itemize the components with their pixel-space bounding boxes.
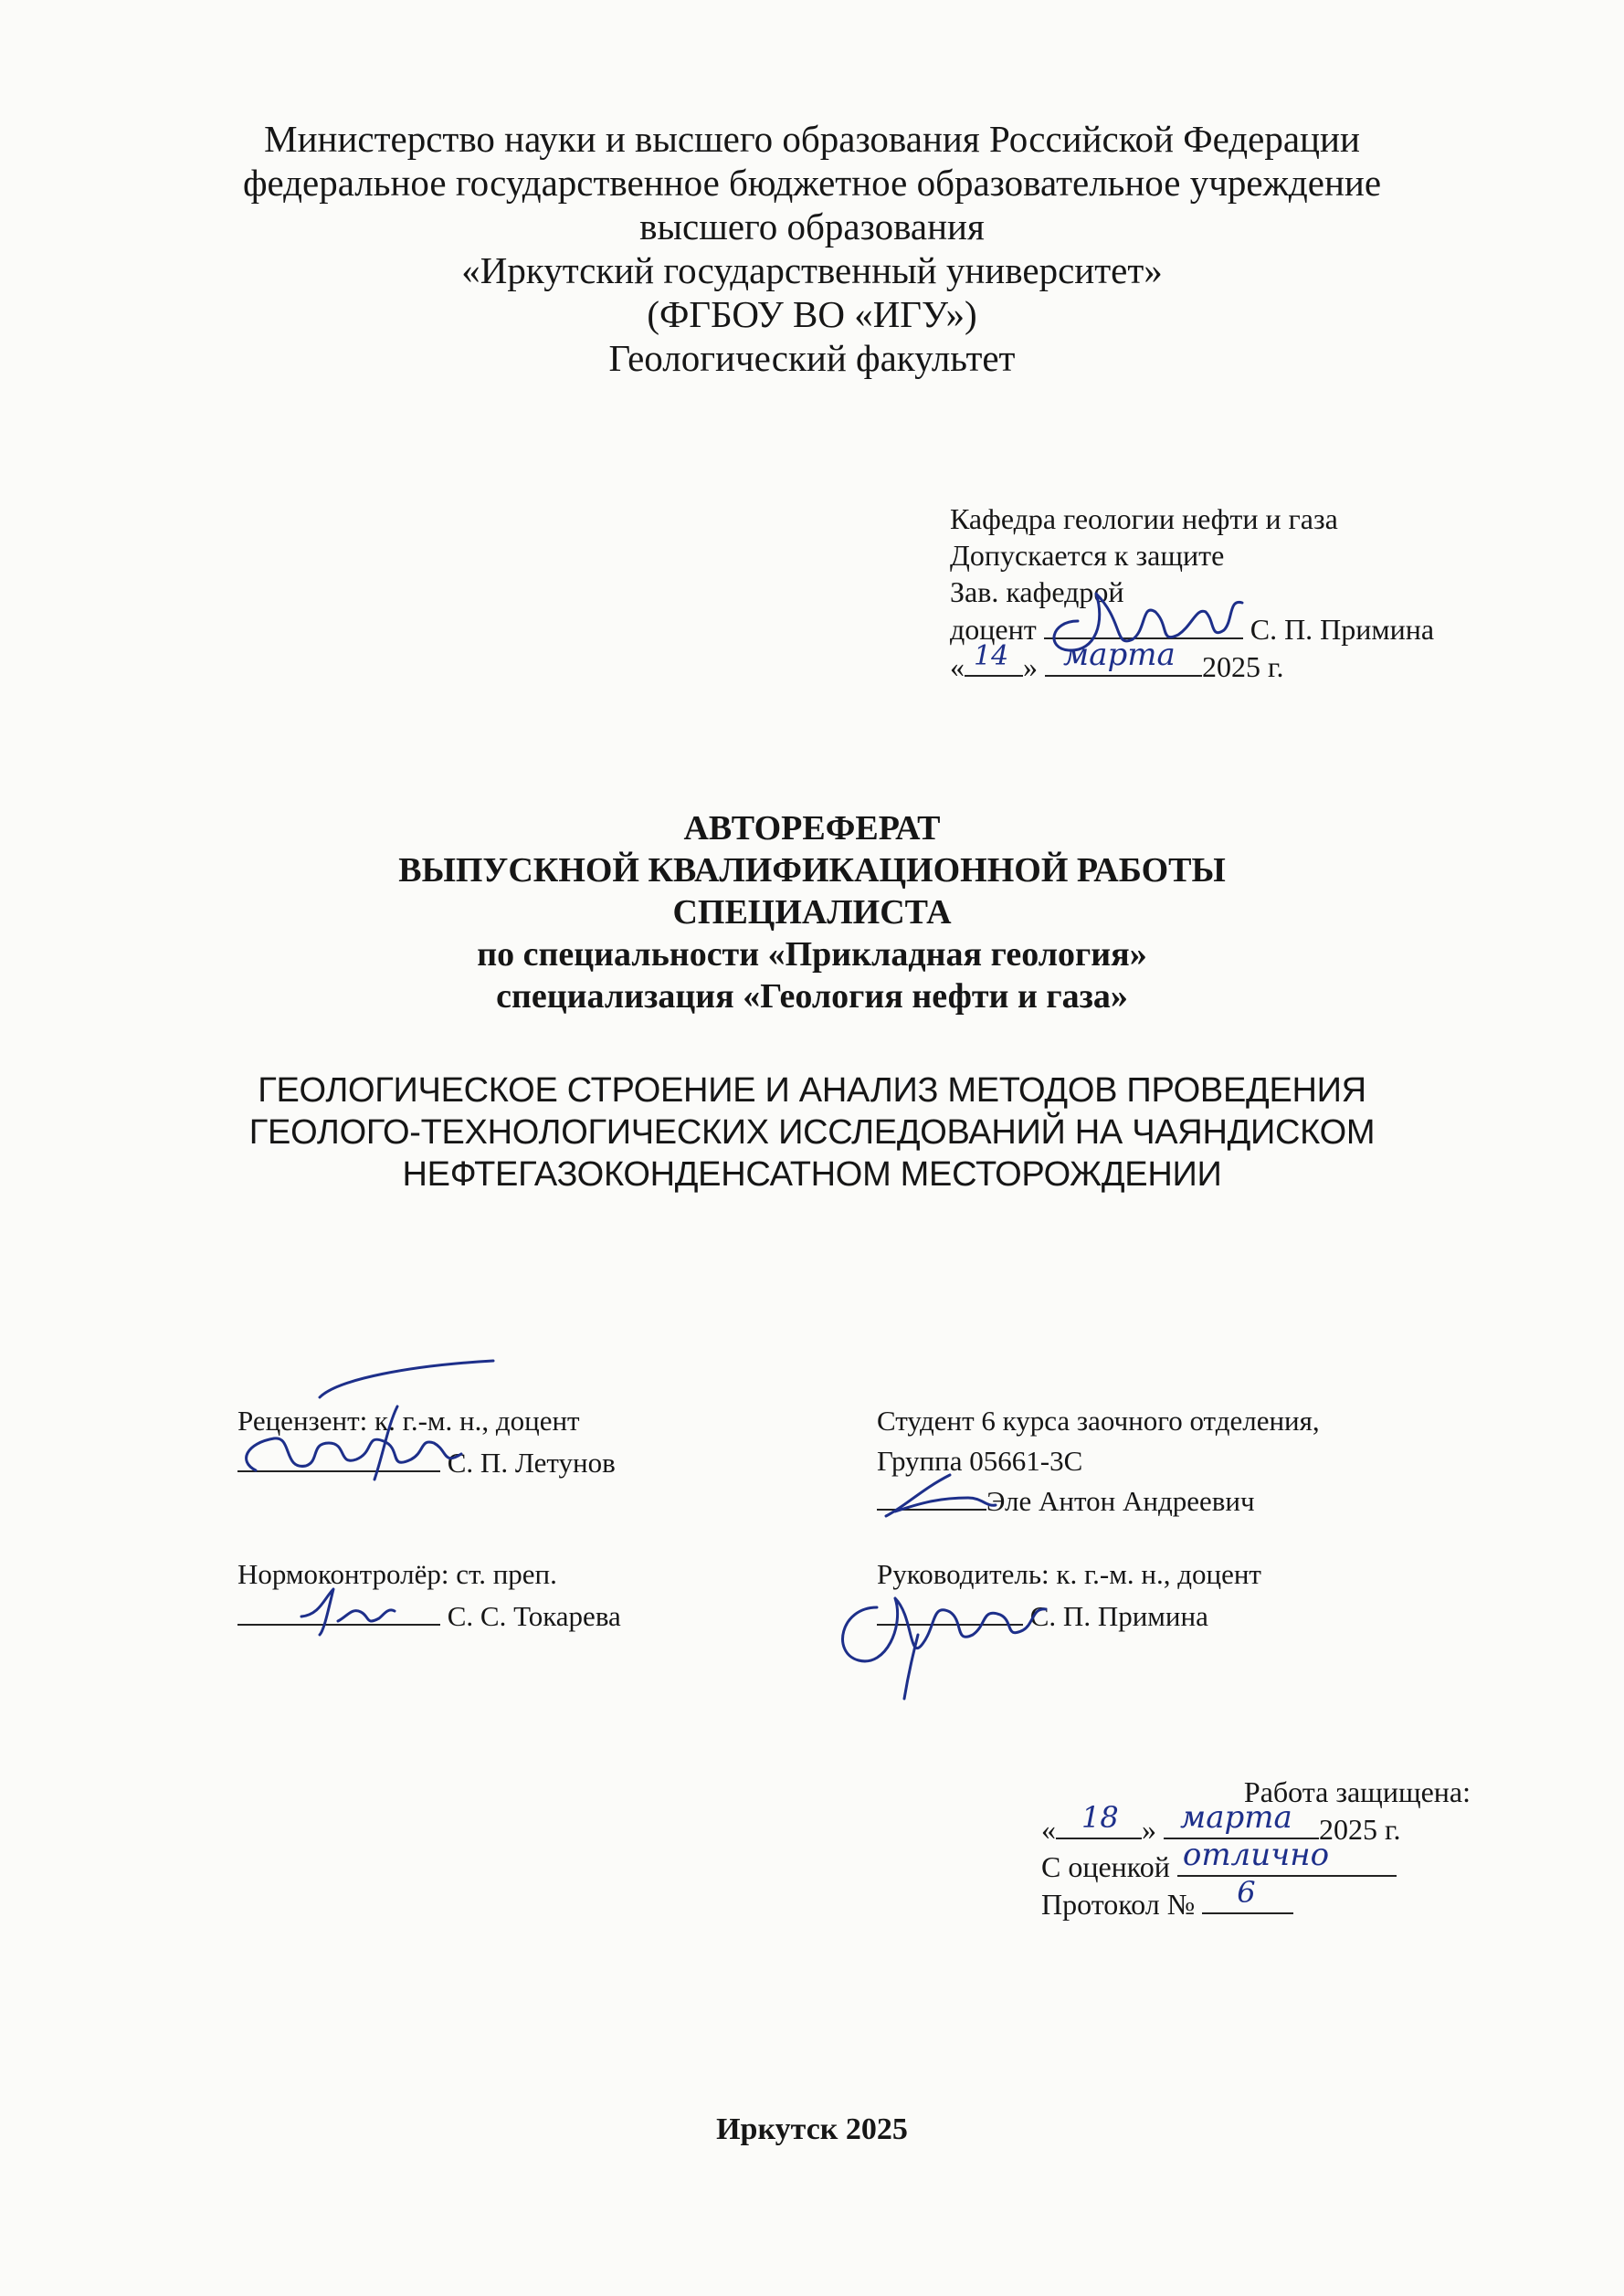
student-group: Группа 05661-3С: [877, 1445, 1083, 1477]
topic-line-2: ГЕОЛОГО-ТЕХНОЛОГИЧЕСКИХ ИССЛЕДОВАНИЙ НА ЧАЯНДИСКОМ: [248, 1113, 1376, 1152]
normcontrol-role: Нормоконтролёр: ст. преп.: [237, 1558, 557, 1590]
university-abbr: (ФГБОУ ВО «ИГУ»): [647, 293, 977, 335]
supervisor-signature-line: [877, 1596, 1208, 1635]
topic-line-1: ГЕОЛОГИЧЕСКОЕ СТРОЕНИЕ И АНАЛИЗ МЕТОДОВ ПРОВЕДЕНИЯ: [258, 1071, 1366, 1110]
protocol-blank: [1202, 1875, 1293, 1914]
faculty-name: Геологический факультет: [608, 337, 1016, 379]
signature-blank: [877, 1596, 1023, 1626]
approval-date-line: « 14 » марта 2025 г.: [950, 637, 1284, 683]
work-type: ВЫПУСКНОЙ КВАЛИФИКАЦИОННОЙ РАБОТЫ: [398, 851, 1226, 890]
degree-level: СПЕЦИАЛИСТА: [672, 893, 952, 932]
admitted-label: Допускается к защите: [950, 539, 1225, 572]
student-course: Студент 6 курса заочного отделения,: [877, 1405, 1320, 1437]
month-blank: [1045, 637, 1202, 677]
normcontrol-name: С. С. Токарева: [447, 1600, 621, 1632]
education-level-line: высшего образования: [639, 205, 985, 248]
institution-type-line: федеральное государственное бюджетное образовательное учреждение: [242, 162, 1382, 204]
institution-header: [0, 117, 1624, 380]
grade-blank: [1177, 1837, 1397, 1877]
head-signature-line: доцент С. П. Примина: [950, 610, 1434, 648]
handwritten-month: марта: [1063, 637, 1176, 673]
supervisor-name: С. П. Примина: [1029, 1600, 1208, 1632]
city-year: Иркутск 2025: [716, 2112, 908, 2146]
reviewer-name: С. П. Летунов: [447, 1447, 616, 1479]
reviewer-signature-line: [237, 1443, 616, 1481]
supervisor-role: Руководитель: к. г.-м. н., доцент: [877, 1558, 1261, 1590]
month-blank: [1164, 1799, 1319, 1839]
head-label: Зав. кафедрой: [950, 575, 1124, 608]
defense-title: Работа защищена:: [1243, 1775, 1471, 1808]
day-blank: [1056, 1800, 1142, 1839]
doc-type: АВТОРЕФЕРАТ: [683, 809, 941, 848]
handwritten-month: марта: [1180, 1799, 1292, 1836]
protocol-line: Протокол № 6: [1041, 1885, 1480, 1922]
signature-blank: [877, 1481, 986, 1511]
defense-block: [1041, 1774, 1480, 1922]
ministry-line: Министерство науки и высшего образования Российской Федерации: [264, 118, 1360, 160]
head-name: С. П. Примина: [1250, 613, 1435, 646]
specialty: по специальности «Прикладная геология»: [477, 935, 1147, 974]
handwritten-protocol-number: 6: [1237, 1875, 1256, 1910]
student-signature-line: [877, 1481, 1255, 1520]
approval-block: [950, 500, 1434, 685]
signature-blank: [1044, 610, 1243, 639]
defense-date-line: « 18 » марта 2025 г.: [1041, 1799, 1401, 1846]
grade-line: С оценкой отлично: [1041, 1848, 1480, 1885]
student-name: Эле Антон Андреевич: [986, 1485, 1255, 1517]
university-name: «Иркутский государственный университет»: [461, 249, 1163, 291]
topic-line-3: НЕФТЕГАЗОКОНДЕНСАТНОМ МЕСТОРОЖДЕНИИ: [402, 1155, 1222, 1194]
handwritten-day: 14: [974, 640, 1009, 672]
title-block: [0, 807, 1624, 1017]
day-blank: [965, 640, 1023, 677]
handwritten-grade: отлично: [1182, 1837, 1330, 1873]
signature-blank: [237, 1443, 440, 1472]
handwritten-day: 18: [1081, 1800, 1119, 1835]
reviewer-role: Рецензент: к. г.-м. н., доцент: [237, 1405, 580, 1437]
department-label: Кафедра геологии нефти и газа: [950, 502, 1338, 535]
normcontrol-signature-line: [237, 1596, 621, 1635]
specialization: специализация «Геология нефти и газа»: [496, 977, 1128, 1016]
thesis-topic: [0, 1069, 1624, 1195]
signature-blank: [237, 1596, 440, 1626]
